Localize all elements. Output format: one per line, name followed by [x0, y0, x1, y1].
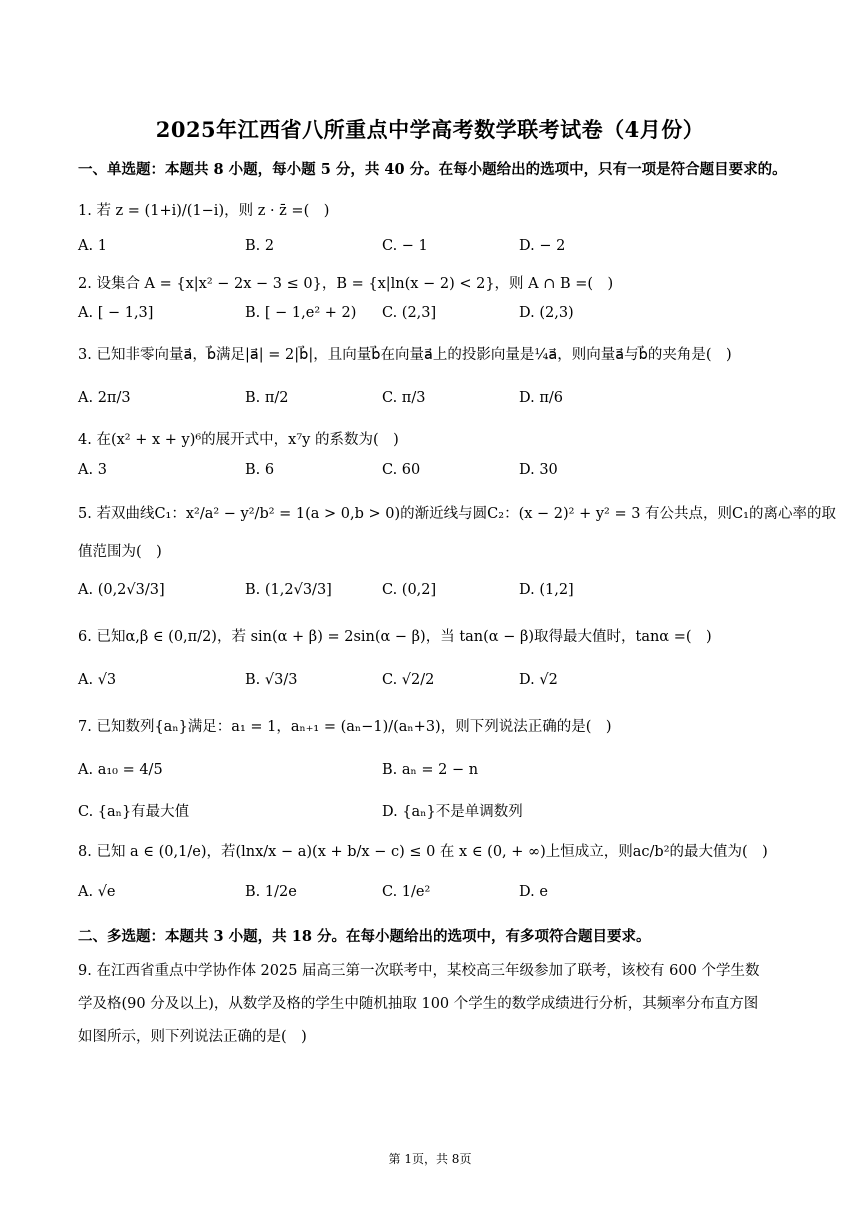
q5-option-b[interactable]: B. (1,2√3/3] [245, 582, 332, 598]
q7-option-a[interactable]: A. a₁₀ = 4/5 [78, 762, 163, 778]
q4-option-b[interactable]: B. 6 [245, 462, 275, 478]
q2-option-a[interactable]: A. [ − 1,3] [78, 305, 154, 321]
question-6-stem: 6. 已知α,β ∈ (0,π/2)，若 sin(α + β) = 2sin(α − β)，当 tan(α − β)取得最大值时，tanα =( ) [78, 629, 712, 645]
q4-option-c[interactable]: C. 60 [382, 462, 421, 478]
q5-option-d[interactable]: D. (1,2] [519, 582, 574, 598]
q1-option-b[interactable]: B. 2 [245, 238, 275, 254]
question-2-stem: 2. 设集合 A = {x|x² − 2x − 3 ≤ 0}，B = {x|ln(x − 2) < 2}，则 A ∩ B =( ) [78, 276, 614, 292]
question-4-stem: 4. 在(x² + x + y)⁶的展开式中，x⁷y 的系数为( ) [78, 432, 399, 448]
q6-option-d[interactable]: D. √2 [519, 672, 558, 688]
question-8-stem: 8. 已知 a ∈ (0,1/e)，若(lnx/x − a)(x + b/x − c) ≤ 0 在 x ∈ (0, + ∞)上恒成立，则ac/b²的最大值为( ) [78, 844, 768, 860]
q2-option-b[interactable]: B. [ − 1,e² + 2) [245, 305, 357, 321]
exam-title: 2025年江西省八所重点中学高考数学联考试卷（4月份） [155, 117, 705, 142]
q1-option-c[interactable]: C. − 1 [382, 238, 428, 254]
q5-option-a[interactable]: A. (0,2√3/3] [78, 582, 165, 598]
question-5-stem-cont: 值范围为( ) [78, 544, 162, 560]
q5-option-c[interactable]: C. (0,2] [382, 582, 437, 598]
q8-option-c[interactable]: C. 1/e² [382, 884, 431, 900]
q2-option-c[interactable]: C. (2,3] [382, 305, 437, 321]
q7-option-b[interactable]: B. aₙ = 2 − n [382, 762, 479, 778]
page-footer: 第 1页，共 8页 [388, 1152, 472, 1166]
question-9-stem-line2: 学及格(90 分及以上)，从数学及格的学生中随机抽取 100 个学生的数学成绩进行分析，其频率分布直方图 [78, 996, 759, 1012]
question-7-stem: 7. 已知数列{aₙ}满足：a₁ = 1，aₙ₊₁ = (aₙ−1)/(aₙ+3)，则下列说法正确的是( ) [78, 719, 612, 735]
q1-option-d[interactable]: D. − 2 [519, 238, 566, 254]
q3-option-c[interactable]: C. π/3 [382, 390, 426, 406]
q8-option-a[interactable]: A. √e [78, 884, 116, 900]
q3-option-a[interactable]: A. 2π/3 [78, 390, 131, 406]
section-heading-single-choice: 一、单选题：本题共 8 小题，每小题 5 分，共 40 分。在每小题给出的选项中，只有一项是符合题目要求的。 [78, 161, 787, 178]
q7-option-c[interactable]: C. {aₙ}有最大值 [78, 804, 190, 820]
q4-option-d[interactable]: D. 30 [519, 462, 558, 478]
q2-option-d[interactable]: D. (2,3) [519, 305, 574, 321]
q6-option-c[interactable]: C. √2/2 [382, 672, 435, 688]
q7-option-d[interactable]: D. {aₙ}不是单调数列 [382, 804, 523, 820]
q6-option-b[interactable]: B. √3/3 [245, 672, 298, 688]
question-5-stem: 5. 若双曲线C₁：x²/a² − y²/b² = 1(a > 0,b > 0)的渐近线与圆C₂：(x − 2)² + y² = 3 有公共点，则C₁的离心率的取 [78, 506, 836, 522]
q1-option-a[interactable]: A. 1 [78, 238, 107, 254]
q8-option-d[interactable]: D. e [519, 884, 548, 900]
q6-option-a[interactable]: A. √3 [78, 672, 117, 688]
q3-option-d[interactable]: D. π/6 [519, 390, 563, 406]
q3-option-b[interactable]: B. π/2 [245, 390, 289, 406]
question-9-stem-line3: 如图所示，则下列说法正确的是( ) [78, 1029, 307, 1045]
question-9-stem-line1: 9. 在江西省重点中学协作体 2025 届高三第一次联考中，某校高三年级参加了联考，该校有 600 个学生数 [78, 963, 760, 979]
q4-option-a[interactable]: A. 3 [78, 462, 107, 478]
question-1-stem: 1. 若 z = (1+i)/(1−i)，则 z · z̄ =( ) [78, 203, 330, 219]
q8-option-b[interactable]: B. 1/2e [245, 884, 297, 900]
section-heading-multi-choice: 二、多选题：本题共 3 小题，共 18 分。在每小题给出的选项中，有多项符合题目要求。 [78, 928, 651, 945]
question-3-stem: 3. 已知非零向量a⃗，b⃗满足|a⃗| = 2|b⃗|，且向量b⃗在向量a⃗上的投影向量是¼a⃗，则向量a⃗与b⃗的夹角是( ) [78, 347, 732, 363]
